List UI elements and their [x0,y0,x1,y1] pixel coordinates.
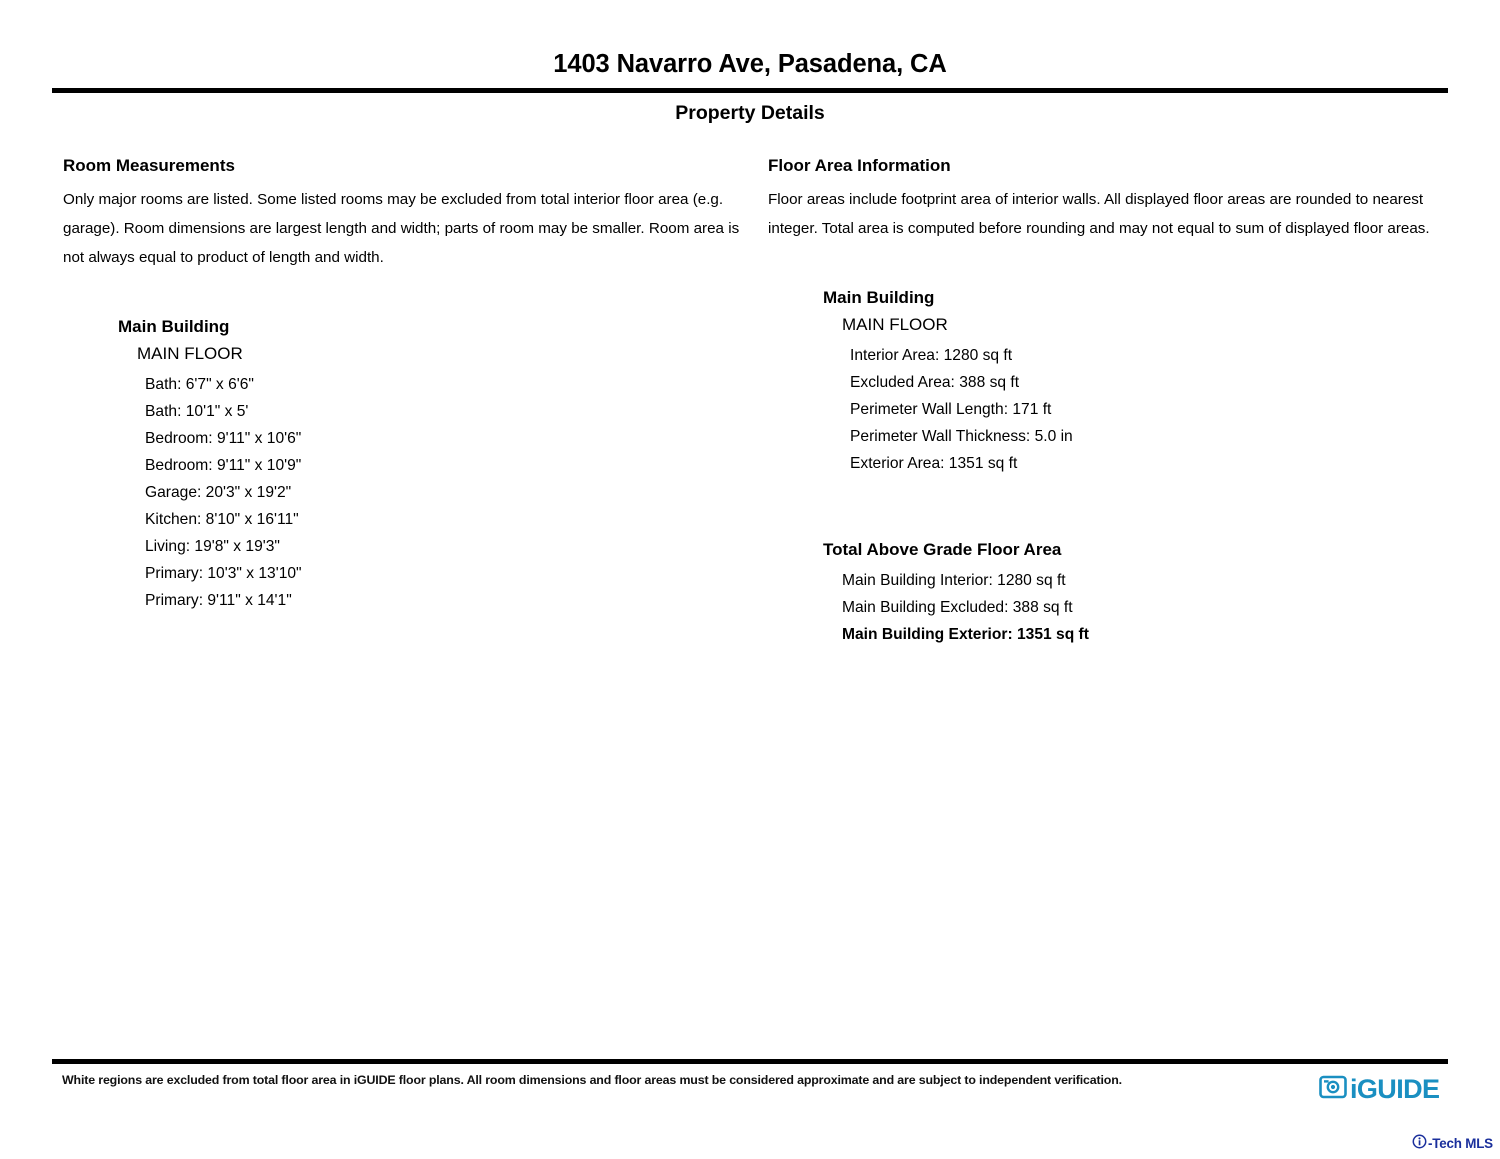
itech-mls-label: -Tech MLS [1428,1136,1493,1152]
building-name: Main Building [823,287,935,307]
room-list [63,371,753,614]
room-list-item: Primary: 9'11" x 14'1" [145,592,292,610]
total-above-grade-heading: Total Above Grade Floor Area [823,540,1062,560]
total-list-item: Main Building Excluded: 388 sq ft [842,598,1073,616]
iguide-logo [1318,1072,1439,1107]
room-measurements-column [63,157,753,614]
room-list-item: Living: 19'8" x 19'3" [145,538,280,556]
iguide-wordmark: iGUIDE [1350,1074,1440,1104]
page-title: 1403 Navarro Ave, Pasadena, CA [553,50,947,78]
page-subtitle: Property Details [675,102,825,124]
room-measurements-note: Only major rooms are listed. Some listed rooms may be excluded from total interior floor area (e.g. garage). Room dimensions are largest length and width; parts of room may be smaller. Room area is not always equal to product of length and width. [63,190,740,266]
room-measurements-building-block [63,318,753,614]
info-circle-icon [1412,1134,1427,1154]
floor-area-list-item: Perimeter Wall Thickness: 5.0 in [850,428,1073,446]
floor-area-list-item: Exterior Area: 1351 sq ft [850,455,1018,473]
floor-area-heading: Floor Area Information [768,156,951,175]
floor-area-list-item: Perimeter Wall Length: 171 ft [850,401,1052,419]
floor-name: MAIN FLOOR [137,344,243,364]
room-measurements-heading: Room Measurements [63,156,235,175]
header-divider [52,88,1448,93]
footer-divider [52,1059,1448,1064]
floor-area-information-column [768,157,1458,648]
building-name: Main Building [118,316,230,336]
footer-disclaimer: White regions are excluded from total floor area in iGUIDE floor plans. All room dimensions and floor areas must be considered approximate and are subject to independent verification. [62,1073,1122,1087]
floor-area-note: Floor areas include footprint area of interior walls. All displayed floor areas are rounded to nearest integer. Total area is computed before rounding and may not equal to sum of displayed floor areas. [768,190,1430,237]
room-list-item: Garage: 20'3" x 19'2" [145,484,292,502]
floor-area-list-item: Excluded Area: 388 sq ft [850,374,1020,392]
total-list-item: Main Building Interior: 1280 sq ft [842,571,1066,589]
room-list-item: Bath: 10'1" x 5' [145,403,249,421]
total-above-grade-list [768,567,1458,648]
total-above-grade-block [768,541,1458,648]
room-list-item: Bedroom: 9'11" x 10'6" [145,430,302,448]
room-list-item: Kitchen: 8'10" x 16'11" [145,511,299,529]
floor-area-building-block [768,289,1458,477]
floor-area-list [768,342,1458,477]
floor-name: MAIN FLOOR [842,315,948,335]
room-list-item: Bath: 6'7" x 6'6" [145,376,254,394]
total-list-item: Main Building Exterior: 1351 sq ft [842,625,1089,643]
room-list-item: Primary: 10'3" x 13'10" [145,565,302,583]
camera-icon [1318,1072,1348,1107]
itech-mls-watermark [1412,1134,1493,1154]
room-list-item: Bedroom: 9'11" x 10'9" [145,457,302,475]
floor-area-list-item: Interior Area: 1280 sq ft [850,347,1013,365]
